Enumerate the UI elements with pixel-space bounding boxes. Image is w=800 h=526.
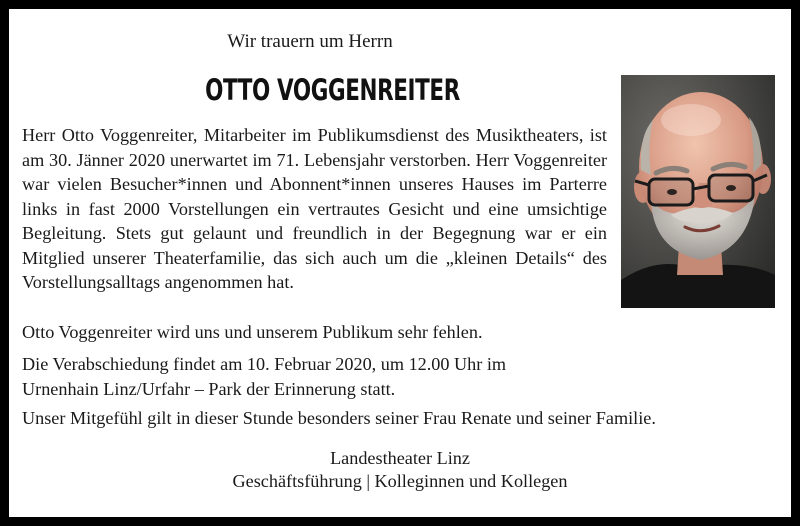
signature-colleagues: Geschäftsführung | Kolleginnen und Kollegen: [232, 471, 568, 491]
signature-organization: Landestheater Linz: [330, 448, 470, 468]
ceremony-info-line-1: Die Verabschiedung findet am 10. Februar 2020, um 12.00 Uhr im: [22, 354, 507, 374]
intro-line: Wir trauern um Herrn: [227, 31, 393, 52]
condolence-sentence: Unser Mitgefühl gilt in dieser Stunde besonders seiner Frau Renate und seiner Familie.: [22, 408, 656, 428]
ceremony-info: [22, 352, 506, 401]
ceremony-info-line-2: Urnenhain Linz/Urfahr – Park der Erinnerung statt.: [22, 378, 396, 399]
portrait-photo: [621, 75, 775, 308]
deceased-name-heading: OTTO VOGGENREITER: [205, 73, 460, 107]
farewell-sentence: Otto Voggenreiter wird uns und unserem Publikum sehr fehlen.: [22, 322, 483, 342]
obituary-main-paragraph: Herr Otto Voggenreiter, Mitarbeiter im Publikumsdienst des Musiktheaters, ist am 30. Jänner 2020 unerwartet im 71. Lebensjahr verstorben. Herr Voggenreiter war vielen Besucher*innen und Abonnent*innen unseres Hauses im Parterre links in fast 2000 Vorstellungen ein vertrautes Gesicht und eine umsichtige Begleitung. Stets gut gelaunt und freundlich in der Begegnung war er ein Mitglied unserer Theaterfamilie, das sich auch um die „kleinen Details“ des Vorstellungsalltags angenommen hat.: [22, 125, 607, 292]
